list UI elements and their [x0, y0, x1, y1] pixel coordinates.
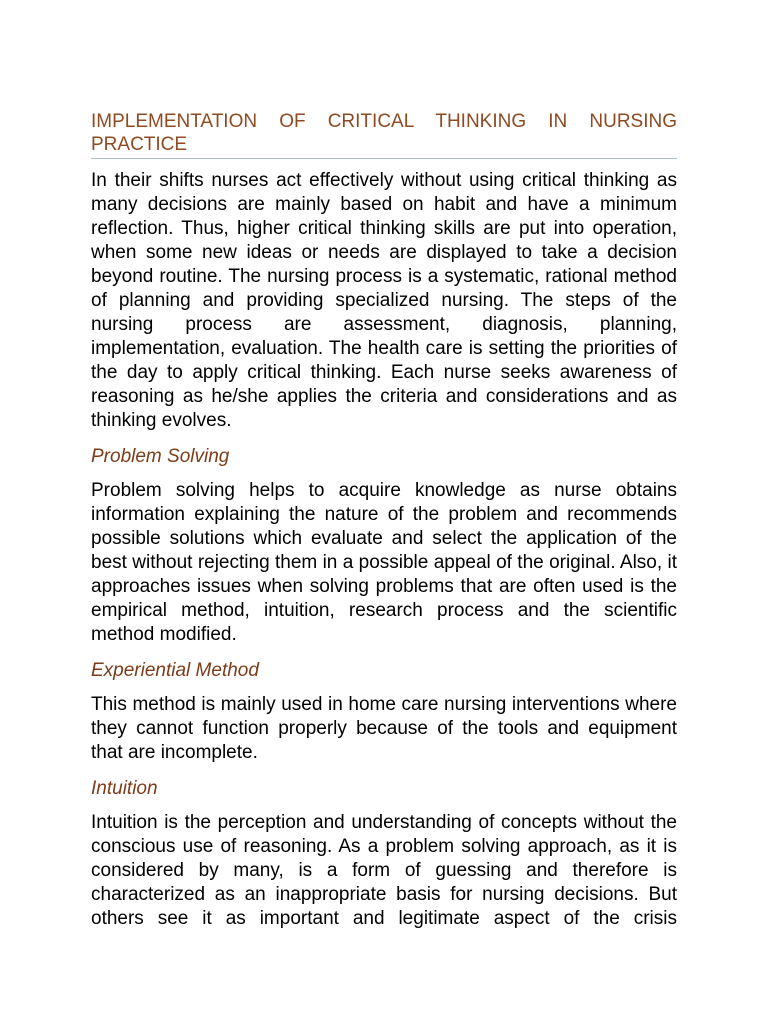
section-heading-problem-solving: Problem Solving — [91, 446, 230, 467]
section-heading-intuition: Intuition — [91, 778, 158, 799]
section-text-intuition: Intuition is the perception and understanding of concepts without the conscious use of reasoning. As a problem solving approach, as it is considered by many, is a form of guessing and therefore is characterized as an inappropriate basis for nursing decisions. But others see it as important and legitimate aspect of the crisis — [91, 812, 677, 929]
section-text-experiential-method: This method is mainly used in home care nursing interventions where they cannot function properly because of the tools and equipment that are incomplete. — [91, 694, 677, 763]
intro-paragraph: In their shifts nurses act effectively without using critical thinking as many decisions are mainly based on habit and have a minimum reflection. Thus, higher critical thinking skills are put into operation, when some new ideas or needs are displayed to take a decision beyond routine. The nursing process is a systematic, rational method of planning and providing specialized nursing. The steps of the nursing process are assessment, diagnosis, planning, implementation, evaluation. The health care is setting the priorities of the day to apply critical thinking. Each nurse seeks awareness of reasoning as he/she applies the criteria and considerations and as thinking evolves. — [91, 170, 677, 431]
section-text-problem-solving: Problem solving helps to acquire knowledge as nurse obtains information explaining the nature of the problem and recommends possible solutions which evaluate and select the application of the best without rejecting them in a possible appeal of the original. Also, it approaches issues when solving problems that are often used is the empirical method, intuition, research process and the scientific method modified. — [91, 480, 677, 645]
section-heading-experiential-method: Experiential Method — [91, 660, 259, 681]
document-page — [91, 110, 677, 931]
document-title: IMPLEMENTATION OF CRITICAL THINKING IN NURSING PRACTICE — [91, 110, 677, 159]
